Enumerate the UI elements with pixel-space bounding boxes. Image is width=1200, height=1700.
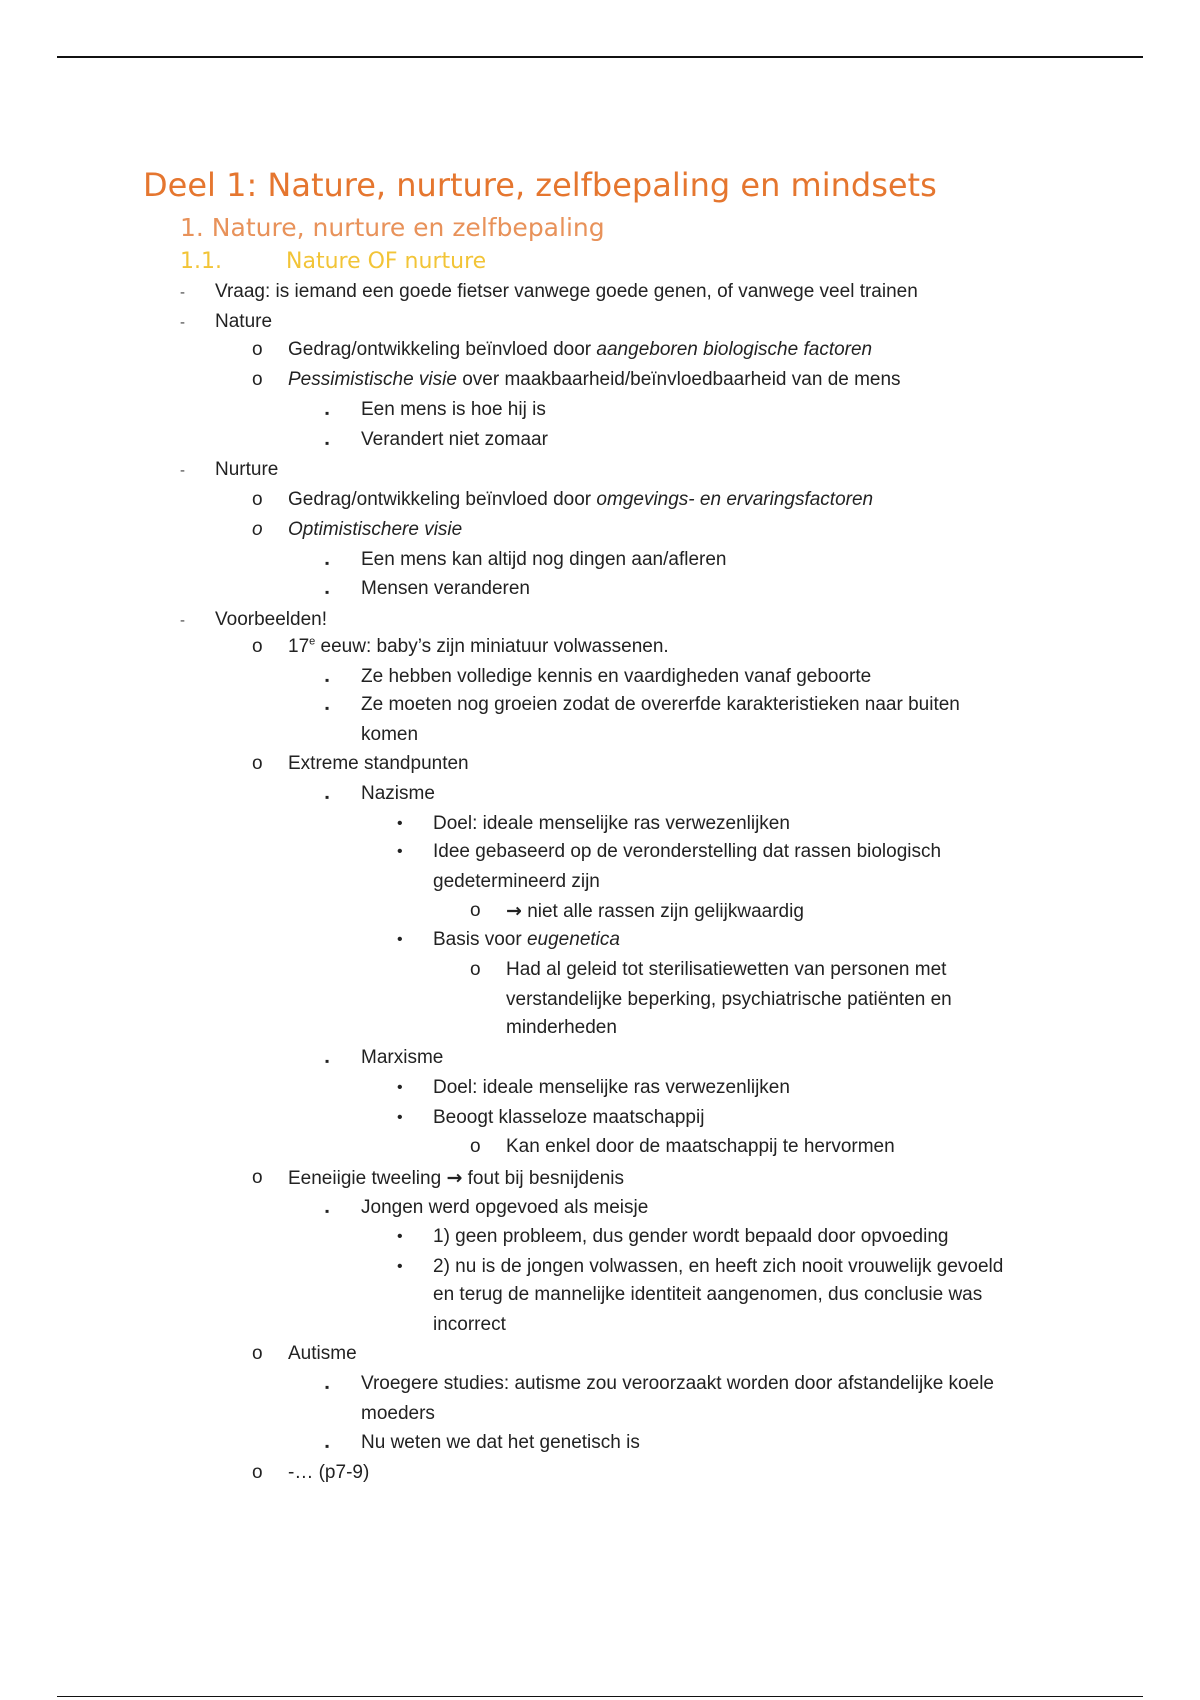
list-item: Verandert niet zomaar <box>361 429 548 450</box>
heading-number: 1.1. <box>180 249 222 274</box>
list-item: Vraag: is iemand een goede fietser vanwege goede genen, of vanwege veel trainen <box>215 281 918 302</box>
list-item: Nurture <box>215 459 279 480</box>
square-marker: ▪ <box>325 1204 330 1218</box>
list-item: Kan enkel door de maatschappij te hervormen <box>506 1136 895 1157</box>
dash-marker: - <box>180 284 185 301</box>
square-marker: ▪ <box>325 1380 330 1394</box>
circle-marker: o <box>470 900 481 921</box>
list-item: 17e eeuw: baby’s zijn miniatuur volwassenen. <box>288 635 669 657</box>
header-rule <box>57 56 1143 58</box>
square-marker: ▪ <box>325 1054 330 1068</box>
list-item: Optimistischere visie <box>288 519 463 540</box>
square-marker: ▪ <box>325 1439 330 1453</box>
list-item: → niet alle rassen zijn gelijkwaardig <box>506 900 804 922</box>
circle-marker: o <box>470 1136 481 1157</box>
square-marker: ▪ <box>325 585 330 599</box>
bullet-marker: • <box>397 1109 403 1126</box>
bullet-marker: • <box>397 931 403 948</box>
bullet-marker: • <box>397 1228 403 1245</box>
square-marker: ▪ <box>325 436 330 450</box>
list-item-continuation: gedetermineerd zijn <box>433 871 600 892</box>
square-marker: ▪ <box>325 790 330 804</box>
circle-marker: o <box>252 636 263 657</box>
bullet-marker: • <box>397 1258 403 1275</box>
square-marker: ▪ <box>325 556 330 570</box>
list-item: Doel: ideale menselijke ras verwezenlijken <box>433 813 790 834</box>
heading-level-2: 1. Nature, nurture en zelfbepaling <box>180 213 605 242</box>
list-item-continuation: moeders <box>361 1403 435 1424</box>
list-item: Marxisme <box>361 1047 444 1068</box>
square-marker: ▪ <box>325 406 330 420</box>
list-item: -… (p7-9) <box>288 1462 370 1483</box>
dash-marker: - <box>180 612 185 629</box>
list-item: Ze hebben volledige kennis en vaardigheden vanaf geboorte <box>361 666 872 687</box>
circle-marker: o <box>252 339 263 360</box>
list-item: 2) nu is de jongen volwassen, en heeft zich nooit vrouwelijk gevoeld <box>433 1256 1004 1277</box>
list-item: Doel: ideale menselijke ras verwezenlijken <box>433 1077 790 1098</box>
square-marker: ▪ <box>325 673 330 687</box>
list-item-continuation: verstandelijke beperking, psychiatrische patiënten en <box>506 989 952 1010</box>
list-item: Beoogt klasseloze maatschappij <box>433 1107 705 1128</box>
list-item: Autisme <box>288 1343 357 1364</box>
circle-marker: o <box>470 959 481 980</box>
dash-marker: - <box>180 314 185 331</box>
list-item: Gedrag/ontwikkeling beïnvloed door aangeboren biologische factoren <box>288 339 873 360</box>
circle-marker: o <box>252 1343 263 1364</box>
list-item-continuation: en terug de mannelijke identiteit aangenomen, dus conclusie was <box>433 1284 983 1305</box>
dash-marker: - <box>180 462 185 479</box>
list-item: Nature <box>215 311 273 332</box>
list-item: Een mens kan altijd nog dingen aan/afleren <box>361 549 727 570</box>
arrow-right-icon: → <box>446 1167 463 1189</box>
circle-marker: o <box>252 753 263 774</box>
list-item: Idee gebaseerd op de veronderstelling dat rassen biologisch <box>433 841 942 862</box>
list-item: Had al geleid tot sterilisatiewetten van personen met <box>506 959 947 980</box>
footer-rule <box>57 1696 1143 1697</box>
list-item: Gedrag/ontwikkeling beïnvloed door omgevings- en ervaringsfactoren <box>288 489 874 510</box>
list-item: Basis voor eugenetica <box>433 929 620 950</box>
list-item-continuation: komen <box>361 724 419 745</box>
circle-marker: o <box>252 1462 263 1483</box>
square-marker: ▪ <box>325 701 330 715</box>
list-item: Mensen veranderen <box>361 578 530 599</box>
list-item: Ze moeten nog groeien zodat de overerfde karakteristieken naar buiten <box>361 694 960 715</box>
list-item: Vroegere studies: autisme zou veroorzaakt worden door afstandelijke koele <box>361 1373 994 1394</box>
list-item: Nazisme <box>361 783 435 804</box>
heading-level-3 <box>180 249 486 274</box>
heading-level-1: Deel 1: Nature, nurture, zelfbepaling en mindsets <box>143 166 937 204</box>
list-item: 1) geen probleem, dus gender wordt bepaald door opvoeding <box>433 1226 949 1247</box>
bullet-marker: • <box>397 1079 403 1096</box>
list-item-continuation: incorrect <box>433 1314 506 1335</box>
circle-marker: o <box>252 519 263 540</box>
heading-title: Nature OF nurture <box>286 249 487 274</box>
arrow-right-icon: → <box>506 900 522 922</box>
circle-marker: o <box>252 1167 263 1188</box>
list-item: Pessimistische visie over maakbaarheid/beïnvloedbaarheid van de mens <box>288 369 901 390</box>
list-item: Voorbeelden! <box>215 609 327 630</box>
list-item: Eeneiigie tweeling → fout bij besnijdenis <box>288 1167 624 1189</box>
circle-marker: o <box>252 369 263 390</box>
list-item-continuation: minderheden <box>506 1017 617 1038</box>
circle-marker: o <box>252 489 263 510</box>
bullet-marker: • <box>397 815 403 832</box>
list-item: Nu weten we dat het genetisch is <box>361 1432 640 1453</box>
list-item: Extreme standpunten <box>288 753 469 774</box>
bullet-marker: • <box>397 843 403 860</box>
list-item: Een mens is hoe hij is <box>361 399 546 420</box>
list-item: Jongen werd opgevoed als meisje <box>361 1197 649 1218</box>
